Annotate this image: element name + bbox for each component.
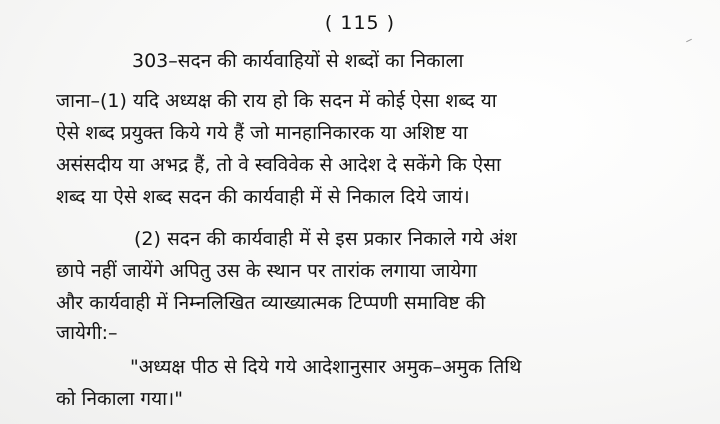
quote-line-2: को निकाला गया।" (56, 388, 183, 410)
paragraph2-line-4: जायेगी:– (56, 322, 118, 344)
rule-303-heading: 303–सदन की कार्यवाहियों से शब्दों का निकाला (132, 50, 464, 72)
quote-line-1: "अध्यक्ष पीठ से दिये गये आदेशानुसार अमुक–अमुक तिथि (130, 356, 522, 378)
paper-speck (686, 39, 692, 42)
paragraph1-line-2: ऐसे शब्द प्रयुक्त किये गये हैं जो मानहानिकारक या अशिष्ट या (56, 122, 468, 144)
page-number: ( 115 ) (324, 12, 396, 34)
paragraph2-line-3: और कार्यवाही में निम्नलिखित व्याख्यात्मक टिप्पणी समाविष्ट की (56, 292, 486, 314)
paragraph1-line-3: असंसदीय या अभद्र हैं, तो वे स्वविवेक से आदेश दे सकेंगे कि ऐसा (56, 154, 501, 176)
paragraph2-line-2: छापे नहीं जायेंगे अपितु उस के स्थान पर तारांक लगाया जायेगा (56, 260, 477, 282)
paragraph2-line-1: (2) सदन की कार्यवाही में से इस प्रकार निकाले गये अंश (134, 228, 517, 250)
paragraph1-line-1: जाना–(1) यदि अध्यक्ष की राय हो कि सदन में कोई ऐसा शब्द या (56, 90, 497, 112)
paragraph1-line-4: शब्द या ऐसे शब्द सदन की कार्यवाही में से निकाल दिये जायं। (56, 186, 470, 208)
